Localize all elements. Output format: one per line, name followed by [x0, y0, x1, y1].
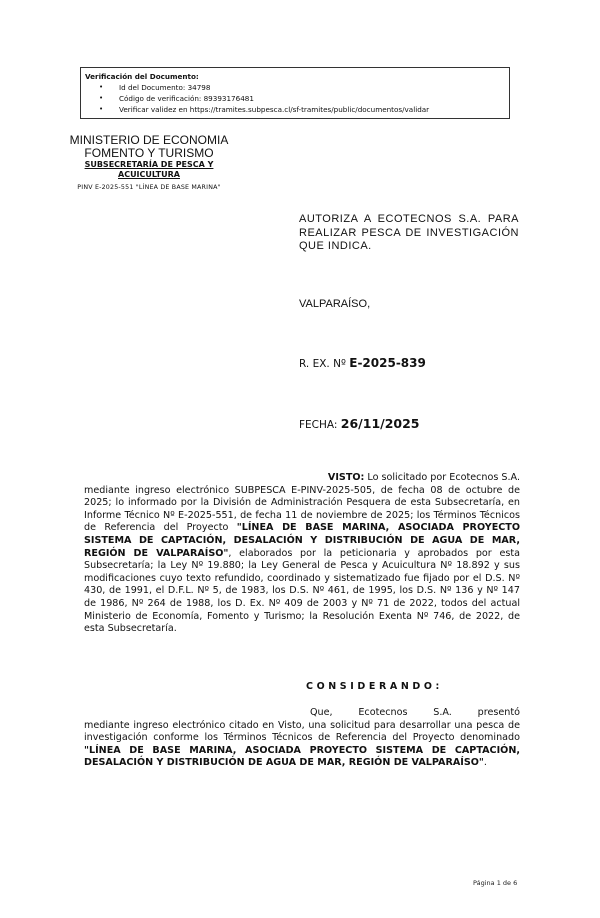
document-id: • Id del Documento: 34798 [119, 82, 504, 93]
date-label: FECHA: [299, 419, 341, 431]
verification-url[interactable]: • Verificar validez en https://tramites.subpesca.cl/sf-tramites/public/documentos/validar [119, 104, 504, 115]
subsecretaria-line-1: SUBSECRETARÍA DE PESCA Y [84, 160, 214, 169]
visto-label: VISTO: [327, 472, 365, 483]
resolution-label: R. EX. Nº [299, 358, 350, 370]
visto-lead-text: Lo solicitado por Ecotecnos S.A. [364, 472, 520, 483]
visto-project-name: "LÍNEA DE BASE MARINA, ASOCIADA PROYECTO SISTEMA DE CAPTACIÓN, DESALACIÓN Y DISTRIBUCIÓN DE AGUA DE MAR, REGIÓN DE VALPARAÍSO" [84, 522, 520, 559]
subsecretaria-name [60, 160, 238, 180]
visto-text-1: mediante ingreso electrónico SUBPESCA E-PINV-2025-505, de fecha 08 de octubre de 2025; lo informado por la División de Administración Pesquera de esta Subsecretaría, en Informe Técnico Nº E-2025-551, de fecha 11 de noviembre de 2025; los Términos Técnicos de Referencia del Proyecto [84, 484, 520, 534]
considerando-heading: CONSIDERANDO: [306, 681, 443, 692]
considerando-project-name: "LÍNEA DE BASE MARINA, ASOCIADA PROYECTO SISTEMA DE CAPTACIÓN, DESALACIÓN Y DISTRIBUCIÓN DE AGUA DE MAR, REGIÓN DE VALPARAÍSO" [84, 744, 520, 769]
lead-word: Ecotecnos [358, 707, 408, 718]
subsecretaria-line-2: ACUICULTURA [118, 170, 180, 179]
considerando-lead [84, 707, 520, 720]
considerando-text: mediante ingreso electrónico citado en Visto, una solicitud para desarrollar una pesca de investigación conforme los Términos Técnicos de Referencia del Proyecto denominado [84, 719, 520, 744]
lead-word: Que, [310, 707, 333, 718]
ministry-line-1: MINISTERIO DE ECONOMIA [69, 133, 229, 147]
document-subject: AUTORIZA A ECOTECNOS S.A. PARA REALIZAR PESCA DE INVESTIGACIÓN QUE INDICA. [299, 213, 519, 252]
lead-word: S.A. [433, 707, 452, 718]
resolution-date [299, 416, 420, 431]
city: VALPARAÍSO, [299, 298, 371, 310]
considerando-item-1 [84, 707, 520, 770]
verification-box [80, 67, 510, 119]
lead-word: presentó [477, 707, 520, 718]
resolution-value: E-2025-839 [349, 356, 426, 370]
visto-text-2: , elaborados por la peticionaria y aprobados por esta Subsecretaría; la Ley Nº 19.880; la Ley General de Pesca y Acuicultura Nº 18.892 y sus modificaciones cuyo texto refundido, coordinado y sistematizado fue fijado por el D.S. Nº 430, de 1991, el D.F.L. Nº 5, de 1983, los D.S. Nº 461, de 1995, los D.S. Nº 136 y Nº 147 de 1986, Nº 264 de 1988, los D. Ex. Nº 409 de 2003 y Nº 71 de 2022, todos del actual Ministerio de Economía, Fomento y Turismo; la Resolución Exenta Nº 746, de 2022, de esta Subsecretaría. [84, 547, 520, 635]
ministry-name [0, 134, 298, 159]
page-number: Página 1 de 6 [473, 879, 518, 887]
visto-lead [84, 472, 520, 485]
verification-title: Verificación del Documento: [85, 72, 199, 81]
verification-list [85, 82, 504, 115]
date-value: 26/11/2025 [340, 416, 420, 431]
visto-paragraph [84, 472, 520, 636]
project-reference: PINV E-2025-551 "LÍNEA DE BASE MARINA" [77, 184, 221, 191]
considerando-end: . [483, 757, 487, 769]
resolution-number [299, 356, 426, 370]
ministry-line-2: FOMENTO Y TURISMO [84, 145, 214, 160]
verification-code: • Código de verificación: 89393176481 [119, 93, 504, 104]
